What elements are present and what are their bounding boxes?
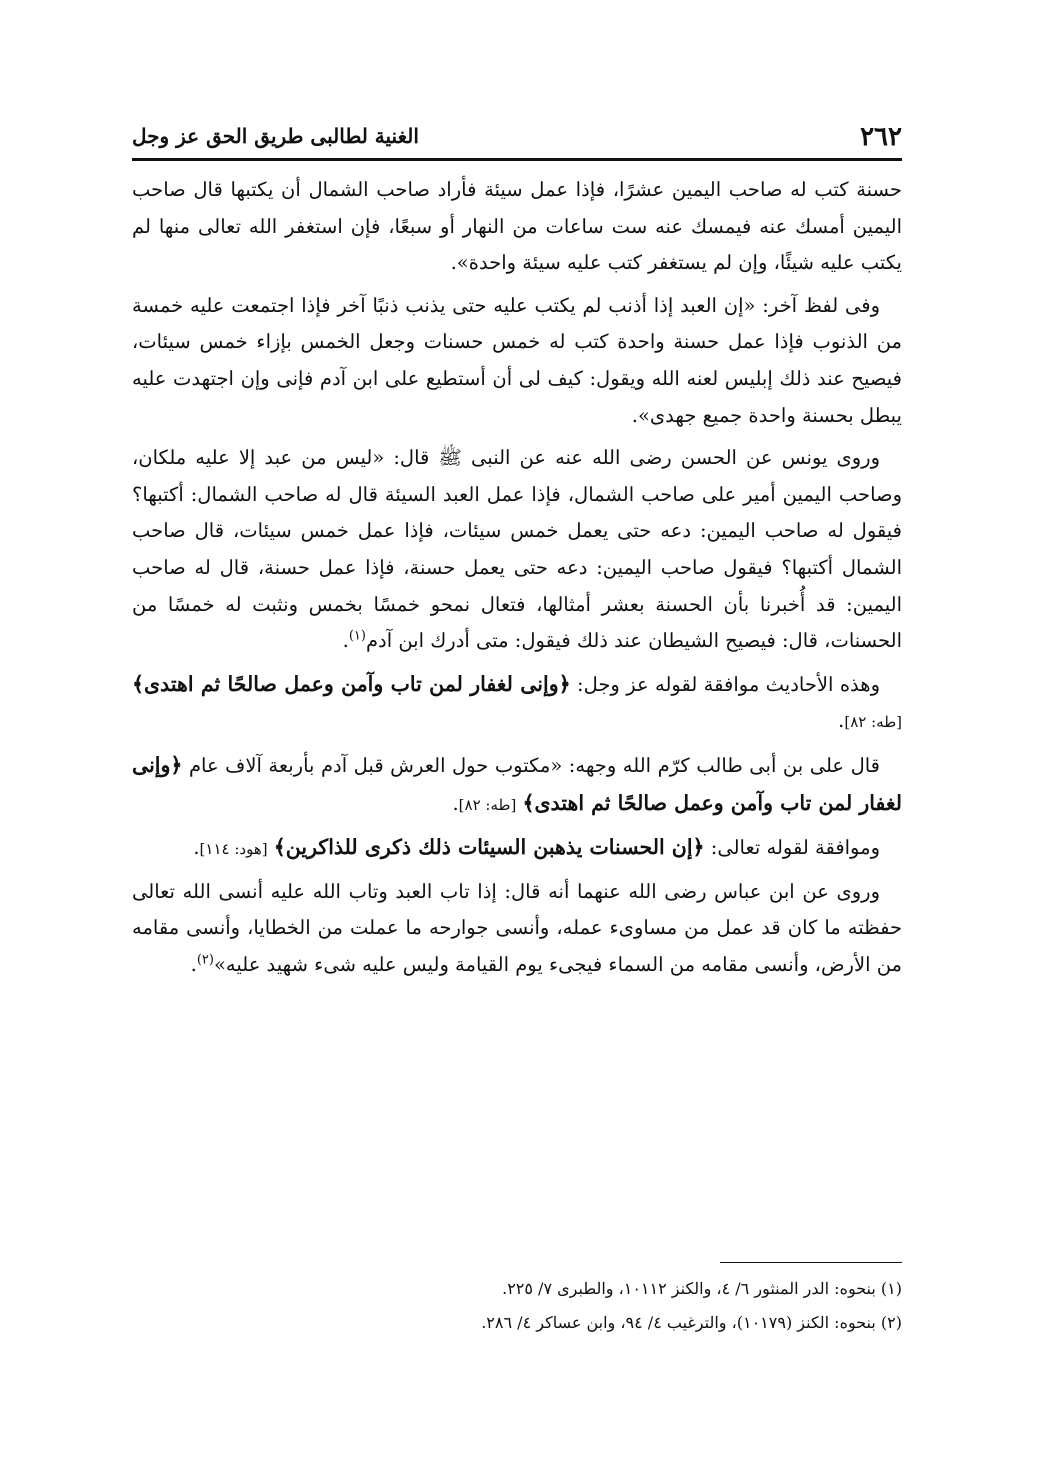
footnotes bbox=[132, 1272, 902, 1340]
paragraph-end: . bbox=[190, 952, 197, 976]
paragraph-end: . bbox=[452, 791, 459, 815]
verse-citation: [طه: ٨٢] bbox=[458, 795, 517, 814]
paragraph-4 bbox=[132, 666, 902, 741]
verse-citation: [طه: ٨٢] bbox=[844, 713, 902, 732]
footnote-rule bbox=[720, 1262, 902, 1263]
paragraph-end: . bbox=[838, 709, 845, 733]
paragraph-lead: وهذه الأحاديث موافقة لقوله عز وجل: bbox=[577, 672, 880, 696]
footnote-marker-2: (٢) bbox=[196, 952, 214, 968]
paragraph-7 bbox=[132, 874, 902, 984]
paragraph-lead: وموافقة لقوله تعالى: bbox=[710, 836, 880, 860]
verse-citation: [هود: ١١٤] bbox=[199, 840, 268, 859]
footnote-marker-1: (١) bbox=[348, 628, 366, 644]
paragraph-5 bbox=[132, 747, 902, 823]
paragraph-1 bbox=[132, 172, 902, 282]
paragraph-text: وروى عن ابن عباس رضى الله عنهما أنه قال: إذا تاب العبد وتاب الله عليه أنسى الله تعالى حفظته ما كان قد عمل من مساوىء عمله، وأنسى جوارحه ما عملت من الخطايا، وأنسى مقامه من الأرض، وأنسى مقامه من السماء فيجىء يوم القيامة وليس عليه شىء شهيد عليه» bbox=[132, 879, 902, 976]
page-header bbox=[132, 118, 902, 158]
quran-verse: ﴿وإنى لغفار لمن تاب وآمن وعمل صالحًا ثم اهتدى﴾ bbox=[132, 752, 902, 815]
footnote-2: (٢) بنحوه: الكنز (١٠١٧٩)، والترغيب ٤/ ٩٤، وابن عساكر ٤/ ٢٨٦. bbox=[481, 1313, 902, 1332]
paragraph-2 bbox=[132, 288, 902, 434]
book-title: الغنية لطالبى طريق الحق عز وجل bbox=[132, 124, 419, 148]
footnote-1: (١) بنحوه: الدر المنثور ٦/ ٤، والكنز ١٠١١٢، والطبرى ٧/ ٢٢٥. bbox=[502, 1279, 902, 1298]
quran-verse: ﴿وإنى لغفار لمن تاب وآمن وعمل صالحًا ثم اهتدى﴾ bbox=[132, 671, 571, 696]
paragraph-end: . bbox=[193, 836, 200, 860]
page-number: ٢٦٢ bbox=[860, 122, 902, 152]
paragraph-6 bbox=[132, 829, 902, 868]
body-text bbox=[132, 172, 902, 989]
paragraph-text: حسنة كتب له صاحب اليمين عشرًا، فإذا عمل سيئة فأراد صاحب الشمال أن يكتبها قال صاحب اليمين أمسك عنه فيمسك عنه ست ساعات من النهار أو سبعًا، فإن استغفر الله تعالى منها لم يكتب عليه شيئًا، وإن لم يستغفر كتب عليه سيئة واحدة». bbox=[132, 178, 902, 275]
quran-verse: ﴿إن الحسنات يذهبن السيئات ذلك ذكرى للذاكرين﴾ bbox=[273, 835, 705, 860]
header-rule bbox=[132, 158, 902, 161]
paragraph-text: وفى لفظ آخر: «إن العبد إذا أذنب لم يكتب عليه حتى يذنب ذنبًا آخر فإذا اجتمعت عليه خمسة من الذنوب فإذا عمل حسنة واحدة كتب له خمس حسنات وجعل الخمس بإزاء خمس سيئات، فيصيح عند ذلك إبليس لعنه الله ويقول: كيف لى أن أستطيع على ابن آدم فإنى وإن اجتهدت عليه يبطل بحسنة واحدة جميع جهدى». bbox=[132, 293, 902, 427]
paragraph-end: . bbox=[342, 629, 349, 653]
paragraph-3 bbox=[132, 440, 902, 660]
paragraph-text: وروى يونس عن الحسن رضى الله عنه عن النبى ﷺ قال: «ليس من عبد إلا عليه ملكان، وصاحب اليمين أمير على صاحب الشمال، فإذا عمل العبد السيئة قال له صاحب الشمال: أكتبها؟ فيقول له صاحب اليمين: دعه حتى يعمل خمس سيئات، فإذا عمل خمس سيئات، قال صاحب الشمال أكتبها؟ فيقول صاحب اليمين: دعه حتى يعمل حسنة، فإذا عمل حسنة، قال له صاحب اليمين: قد أُخبرنا بأن الحسنة بعشر أمثالها، فتعال نمحو خمسًا بخمس ونثبت له خمسًا من الحسنات، قال: فيصيح الشيطان عند ذلك فيقول: متى أدرك ابن آدم bbox=[132, 446, 902, 653]
paragraph-lead: قال على بن أبى طالب كرّم الله وجهه: «مكتوب حول العرش قبل آدم بأربعة آلاف عام bbox=[188, 753, 880, 777]
